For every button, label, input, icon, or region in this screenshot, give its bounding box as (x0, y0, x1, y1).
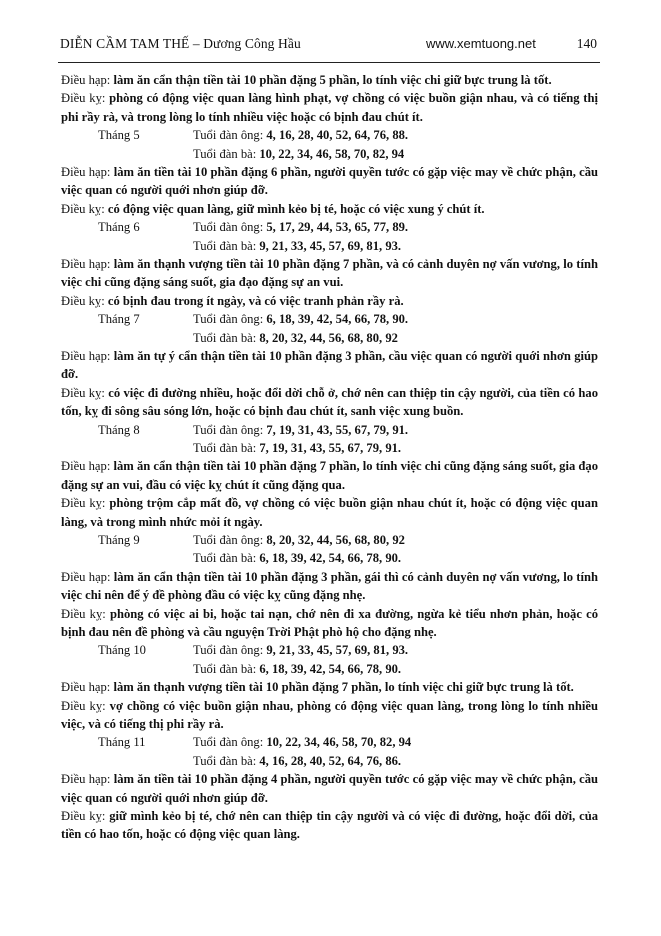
month-label: Tháng 6 (98, 220, 140, 235)
dieu-hap-label: Điều hạp: (61, 349, 111, 363)
dieu-hap-label: Điều hạp: (61, 459, 111, 474)
dieu-ky-paragraph (61, 807, 598, 844)
women-ages: 6, 18, 39, 42, 54, 66, 78, 90. (259, 551, 402, 566)
women-label: Tuổi đàn bà: (193, 146, 257, 161)
men-label: Tuổi đàn ông: (193, 128, 264, 143)
dieu-ky-paragraph (61, 384, 598, 421)
dieu-ky-text: có bịnh đau trong ít ngày, và có việc tranh phản rầy rà. (107, 293, 404, 308)
dieu-ky-label: Điều kỵ: (61, 698, 106, 713)
women-ages: 9, 21, 33, 45, 57, 69, 81, 93. (259, 238, 402, 253)
dieu-hap-paragraph (61, 770, 598, 807)
month-label: Tháng 11 (98, 735, 146, 750)
age-row-men (61, 421, 598, 439)
dieu-ky-text: có việc đi đường nhiều, hoặc đổi dời chỗ ở, chớ nên can thiệp tin cậy người, của tiền có hao tốn, kỵ đi sông sâu sóng lớn, hoặc có bịnh đau chút ít, sanh việc xung buồn. (61, 385, 598, 419)
dieu-ky-text: phòng trộm cắp mất đồ, vợ chồng có việc buồn giận nhau chút ít, hoặc có động việc quan làng, và trong mình nhức mỏi ít ngày. (61, 496, 598, 529)
dieu-ky-text: giữ mình kẻo bị té, chớ nên can thiệp tin cậy người và có việc đi đường, hoặc đổi dời, của tiền có hao tốn, hoặc có động việc quan làng. (61, 809, 598, 842)
men-label: Tuổi đàn ông: (193, 735, 264, 750)
dieu-hap-text: làm ăn thạnh vượng tiền tài 10 phần đặng 7 phần, lo tính việc chi giữ bực trung là tốt. (113, 680, 574, 695)
men-ages: 6, 18, 39, 42, 54, 66, 78, 90. (266, 312, 409, 327)
dieu-ky-label: Điều kỵ: (61, 293, 105, 308)
dieu-hap-label: Điều hạp: (61, 772, 111, 787)
age-row-men (61, 126, 598, 144)
age-row-men (61, 641, 598, 659)
dieu-ky-paragraph (61, 292, 598, 310)
dieu-ky-label: Điều kỵ: (61, 606, 106, 621)
age-row-men (61, 218, 598, 236)
men-label: Tuổi đàn ông: (193, 533, 264, 548)
dieu-ky-label: Điều kỵ: (61, 91, 106, 106)
dieu-hap-text: làm ăn cẩn thận tiền tài 10 phần đặng 5 phần, lo tính việc chi giữ bực trung là tốt. (113, 73, 552, 87)
men-label: Tuổi đàn ông: (193, 220, 264, 235)
header-rule (58, 62, 600, 63)
men-ages: 4, 16, 28, 40, 52, 64, 76, 88. (266, 128, 409, 143)
dieu-hap-label: Điều hạp: (61, 680, 111, 695)
dieu-ky-label: Điều kỵ: (61, 496, 106, 511)
women-ages: 7, 19, 31, 43, 55, 67, 79, 91. (259, 441, 402, 456)
month-label: Tháng 7 (98, 312, 140, 327)
men-ages: 5, 17, 29, 44, 53, 65, 77, 89. (266, 220, 409, 235)
dieu-ky-paragraph (61, 89, 598, 126)
dieu-hap-paragraph (61, 163, 598, 200)
website-url[interactable]: www.xemtuong.net (426, 36, 536, 51)
dieu-hap-text: làm ăn tiền tài 10 phần đặng 4 phần, người quyền tước có gặp việc may về chức phận, cầu việc quan có người quới nhơn giúp đỡ. (61, 772, 599, 805)
age-row-women (61, 549, 598, 567)
dieu-hap-text: làm ăn cẩn thận tiền tài 10 phần đặng 7 phần, lo tính việc chi cũng đặng sáng suốt, gia đạo đặng sự an vui, đầu có việc kỵ chút ít cũng đặng qua. (61, 459, 599, 492)
dieu-hap-paragraph (61, 71, 598, 89)
age-row-women (61, 439, 598, 457)
dieu-hap-paragraph (61, 347, 598, 384)
age-row-men (61, 310, 598, 328)
dieu-hap-label: Điều hạp: (61, 73, 111, 87)
dieu-hap-paragraph (61, 568, 598, 605)
dieu-hap-text: làm ăn thạnh vượng tiền tài 10 phần đặng 7 phần, và có cảnh duyên nợ vấn vương, lo tính việc chi cũng đặng sáng suốt, gia đạo đặng sự an vui. (61, 257, 599, 290)
dieu-ky-label: Điều kỵ: (61, 201, 105, 216)
dieu-hap-text: làm ăn tự ý cẩn thận tiền tài 10 phần đặng 3 phần, cầu việc quan có người quới nhơn giúp đỡ. (61, 349, 598, 382)
dieu-hap-text: làm ăn tiền tài 10 phần đặng 6 phần, người quyền tước có gặp việc may về chức phận, cầu việc quan có người quới nhơn giúp đỡ. (61, 165, 599, 198)
book-title: DIỄN CẦM TAM THẾ – Dương Công Hầu (60, 36, 301, 51)
page-number: 140 (576, 36, 597, 51)
age-row-women (61, 752, 598, 770)
dieu-hap-text: làm ăn cẩn thận tiền tài 10 phần đặng 3 phần, gái thì có cảnh duyên nợ vấn vương, lo tính việc chi nên để ý đề phòng đầu có việc kỵ cũng đặng nhẹ. (61, 569, 598, 603)
women-label: Tuổi đàn bà: (193, 441, 257, 456)
men-ages: 10, 22, 34, 46, 58, 70, 82, 94 (266, 735, 412, 750)
women-label: Tuổi đàn bà: (193, 753, 257, 768)
dieu-hap-label: Điều hạp: (61, 257, 111, 271)
dieu-ky-paragraph (61, 200, 598, 218)
page-header (60, 36, 597, 56)
women-label: Tuổi đàn bà: (193, 661, 257, 676)
dieu-hap-paragraph (61, 255, 598, 292)
dieu-ky-text: vợ chồng có việc buồn giận nhau, phòng có động việc quan làng, trong lòng lo tính nhiều việc, và có tiếng thị phi rầy rà. (61, 698, 598, 732)
month-label: Tháng 8 (98, 422, 140, 437)
women-label: Tuổi đàn bà: (193, 238, 257, 253)
page-body (61, 71, 598, 844)
men-label: Tuổi đàn ông: (193, 312, 264, 327)
women-ages: 4, 16, 28, 40, 52, 64, 76, 86. (259, 753, 402, 768)
dieu-ky-paragraph (61, 697, 598, 734)
age-row-men (61, 531, 598, 549)
age-row-men (61, 733, 598, 751)
age-row-women (61, 145, 598, 163)
men-label: Tuổi đàn ông: (193, 422, 264, 437)
dieu-ky-label: Điều kỵ: (61, 809, 106, 824)
men-ages: 7, 19, 31, 43, 55, 67, 79, 91. (266, 422, 409, 437)
men-ages: 8, 20, 32, 44, 56, 68, 80, 92 (266, 533, 405, 548)
dieu-ky-text: có động việc quan làng, giữ mình kẻo bị té, hoặc có việc xung ý chút ít. (107, 201, 485, 216)
dieu-hap-label: Điều hạp: (61, 165, 111, 179)
age-row-women (61, 237, 598, 255)
women-label: Tuổi đàn bà: (193, 330, 257, 345)
women-label: Tuổi đàn bà: (193, 551, 257, 566)
dieu-ky-label: Điều kỵ: (61, 385, 105, 400)
women-ages: 6, 18, 39, 42, 54, 66, 78, 90. (259, 661, 402, 676)
month-label: Tháng 5 (98, 128, 140, 143)
women-ages: 10, 22, 34, 46, 58, 70, 82, 94 (259, 146, 405, 161)
dieu-ky-paragraph (61, 605, 598, 642)
dieu-hap-paragraph (61, 457, 598, 494)
month-label: Tháng 9 (98, 533, 140, 548)
women-ages: 8, 20, 32, 44, 56, 68, 80, 92 (259, 330, 398, 345)
men-label: Tuổi đàn ông: (193, 643, 264, 658)
age-row-women (61, 660, 598, 678)
dieu-ky-text: phòng có động việc quan làng hình phạt, vợ chồng có việc buồn giận nhau, và có tiếng thị phi rầy rà, và trong lòng lo tính nhiều việc hoặc có bịnh đau chút ít. (61, 91, 598, 124)
month-label: Tháng 10 (98, 643, 146, 658)
age-row-women (61, 329, 598, 347)
men-ages: 9, 21, 33, 45, 57, 69, 81, 93. (266, 643, 409, 658)
dieu-ky-paragraph (61, 494, 598, 531)
dieu-hap-label: Điều hạp: (61, 569, 111, 584)
dieu-ky-text: phòng có việc ai bi, hoặc tai nạn, chớ nên đi xa đường, ngừa kẻ tiểu nhơn phản, hoặc có bịnh đau nên đề phòng và cầu nguyện Trời Phật phò hộ cho đặng nhẹ. (61, 606, 598, 640)
dieu-hap-paragraph (61, 678, 598, 696)
